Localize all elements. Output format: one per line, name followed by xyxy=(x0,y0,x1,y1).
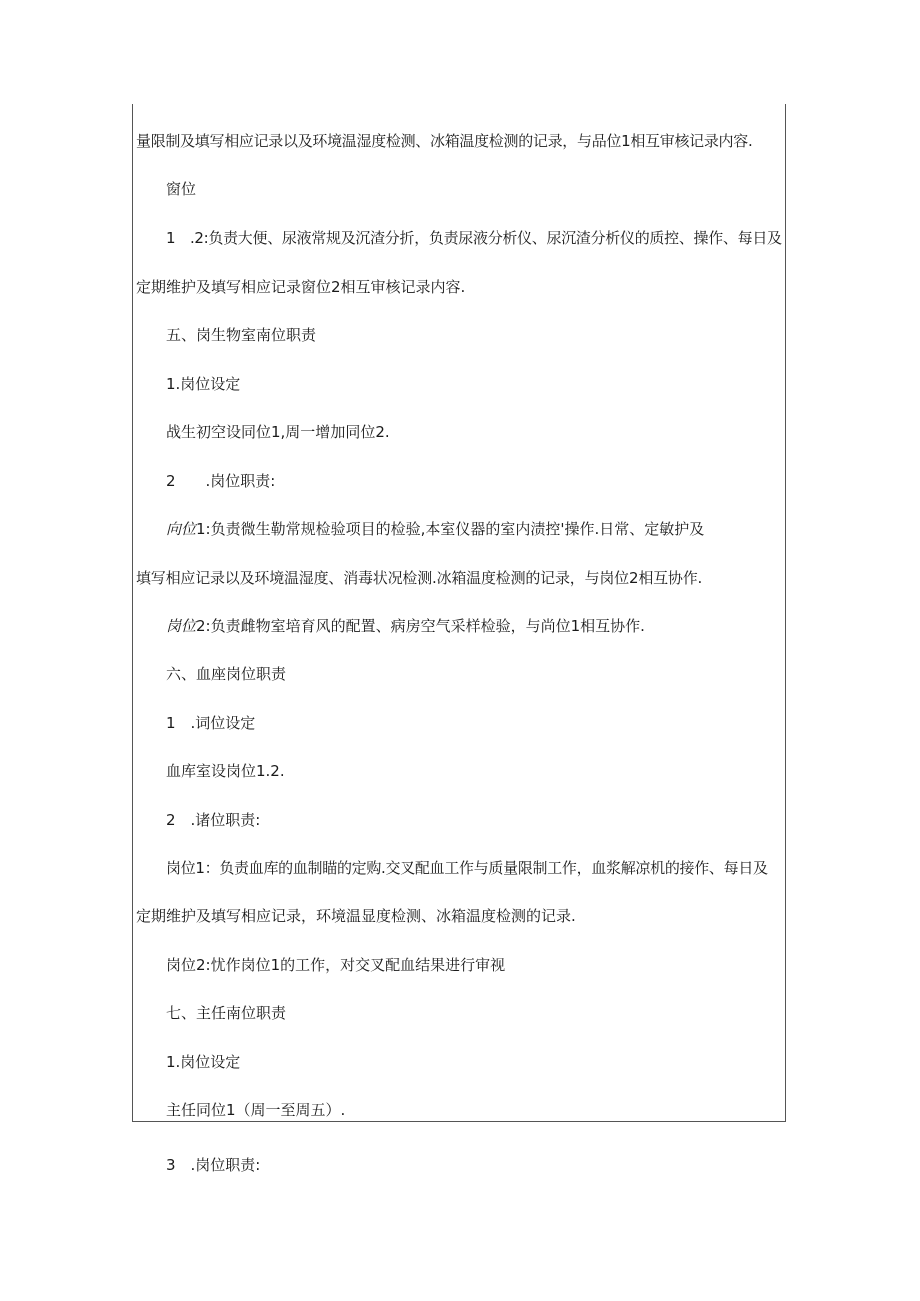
post-label-italic: 向位 xyxy=(166,520,197,538)
post-description: 2:负责雌物室培育风的配置、病房空气采样检验，与尚位1相互协作. xyxy=(196,617,645,635)
text-line-8: 2 .岗位职责: xyxy=(166,472,276,490)
text-line-6: 1.岗位设定 xyxy=(166,375,241,393)
text-line-2: 窗位 xyxy=(166,180,197,198)
text-line-20: 1.岗位设定 xyxy=(166,1053,241,1071)
text-line-17: 定期维护及填写相应记录，环境温显度检测、冰箱温度检测的记录. xyxy=(136,907,576,925)
text-line-16: 岗位1：负责血库的血制瞄的定购.交叉配血工作与质量限制工作，血浆解凉机的接作、每日及 xyxy=(166,859,768,877)
text-line-7: 战生初空设同位1,周一增加同位2. xyxy=(166,423,390,441)
post-description: 1:负责微生勒常规检验项目的检验,本室仪器的室内渍控'操作.日常、定敏护及 xyxy=(196,520,705,538)
text-line-15: 2 .诸位职责: xyxy=(166,811,261,829)
section-heading-5: 五、岗生物室南位职责 xyxy=(166,326,317,344)
text-line-13: 1 .词位设定 xyxy=(166,714,256,732)
section-heading-7: 七、主任南位职责 xyxy=(166,1004,287,1022)
section-heading-6: 六、血座岗位职责 xyxy=(166,665,287,683)
text-line-4: 定期维护及填写相应记录窗位2相互审核记录内容. xyxy=(136,278,466,296)
text-line-21: 主任同位1（周一至周五）. xyxy=(166,1101,346,1119)
post-label-italic: 岗位 xyxy=(166,617,197,635)
text-line-9 xyxy=(166,519,704,539)
text-line-3: 1 .2:负责大便、尿液常规及沉渣分折，负责尿液分析仪、尿沉渣分析仪的质控、操作、每日及 xyxy=(166,229,782,247)
text-line-1: 量限制及填写相应记录以及环境温湿度检测、冰箱温度检测的记录，与品位1相互审核记录内容. xyxy=(136,132,753,150)
text-line-10: 填写相应记录以及环境温湿度、消毒状况检测.冰箱温度检测的记录，与岗位2相互协作. xyxy=(136,569,703,587)
text-line-14: 血库室设岗位1.2. xyxy=(166,762,285,780)
text-line-22: 3 .岗位职责: xyxy=(166,1156,261,1174)
text-line-18: 岗位2:忧作岗位1的工作，对交叉配血结果进行审视 xyxy=(166,956,506,974)
text-line-11 xyxy=(166,616,645,636)
